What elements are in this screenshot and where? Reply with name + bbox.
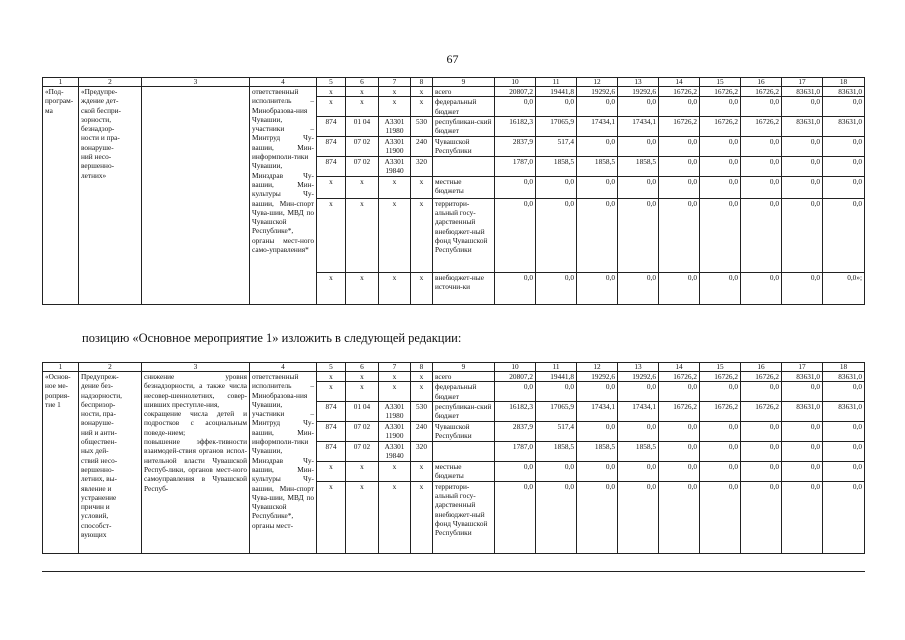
amount-cell: 19441,8 [536, 87, 577, 97]
amount-cell: 16182,3 [495, 401, 536, 421]
column-number: 3 [142, 363, 250, 372]
section-code-cell: 01 04 [346, 401, 379, 421]
column-number: 17 [782, 78, 823, 87]
amount-cell: 0,0 [577, 382, 618, 402]
amount-cell: 0,0 [659, 97, 700, 117]
event-name-cell: Предупреж- дение без- надзорности, беспризор- ности, пра- вонаруше- ний и анти- обществен- ных дей- ствий несо- вершенно- летних, вы- явление и устранение причин и условий, способст- вующих [79, 372, 142, 554]
funding-source-cell [433, 156, 495, 176]
column-number: 5 [317, 78, 346, 87]
amount-cell: 2837,9 [495, 136, 536, 156]
expense-type-cell: x [411, 382, 433, 402]
amount-cell: 0,0 [741, 461, 782, 481]
funding-source-cell: всего [433, 87, 495, 97]
amount-cell: 16726,2 [741, 116, 782, 136]
target-article-cell: А3301 11980 [379, 116, 411, 136]
amount-cell: 2837,9 [495, 421, 536, 441]
amount-cell: 16726,2 [741, 372, 782, 382]
column-number: 4 [250, 363, 317, 372]
amount-cell: 16726,2 [700, 87, 741, 97]
amount-cell: 0,0 [536, 97, 577, 117]
amendment-caption: позицию «Основное мероприятие 1» изложить в следующей редакции: [82, 331, 462, 345]
column-number: 15 [700, 363, 741, 372]
funding-source-cell: федеральный бюджет [433, 382, 495, 402]
expense-type-cell: x [411, 87, 433, 97]
amount-cell: 16726,2 [659, 116, 700, 136]
amount-cell: 1787,0 [495, 156, 536, 176]
amount-cell: 83631,0 [782, 87, 823, 97]
amount-cell: 0,0 [782, 481, 823, 553]
amount-cell: 517,4 [536, 136, 577, 156]
amount-cell: 0,0 [741, 441, 782, 461]
amount-cell: 0,0 [536, 481, 577, 553]
amount-cell: 0,0 [700, 481, 741, 553]
target-article-cell: x [379, 481, 411, 553]
column-number: 14 [659, 363, 700, 372]
amount-cell: 0,0 [659, 441, 700, 461]
column-number: 3 [142, 78, 250, 87]
column-number: 15 [700, 78, 741, 87]
column-number: 11 [536, 363, 577, 372]
amount-cell: 16726,2 [659, 87, 700, 97]
amount-cell: 0,0 [659, 176, 700, 198]
target-article-cell: А3301 11900 [379, 421, 411, 441]
amount-cell: 0,0 [782, 198, 823, 272]
grbs-code-cell: x [317, 461, 346, 481]
expense-type-cell: x [411, 461, 433, 481]
funding-source-cell: республикан-ский бюджет [433, 116, 495, 136]
amount-cell: 0,0 [700, 198, 741, 272]
amount-cell: 16726,2 [741, 401, 782, 421]
column-number: 8 [411, 78, 433, 87]
column-number: 13 [618, 363, 659, 372]
amount-cell: 0,0 [495, 272, 536, 304]
amount-cell: 0,0 [700, 156, 741, 176]
amount-cell: 0,0 [659, 136, 700, 156]
amount-cell: 0,0 [536, 198, 577, 272]
expense-type-cell: x [411, 97, 433, 117]
grbs-code-cell: x [317, 481, 346, 553]
section-code-cell: 07 02 [346, 441, 379, 461]
target-article-cell: x [379, 97, 411, 117]
amount-cell: 0,0 [618, 382, 659, 402]
grbs-code-cell: 874 [317, 116, 346, 136]
amount-cell: 19292,6 [577, 372, 618, 382]
grbs-code-cell: 874 [317, 136, 346, 156]
amount-cell: 0,0 [782, 176, 823, 198]
amount-cell: 0,0 [741, 382, 782, 402]
section-code-cell: x [346, 198, 379, 272]
amount-cell: 0,0 [577, 198, 618, 272]
amount-cell: 0,0 [823, 198, 865, 272]
amount-cell: 0,0 [495, 97, 536, 117]
amount-cell: 0,0 [659, 421, 700, 441]
amount-cell: 0,0 [782, 136, 823, 156]
grbs-code-cell: 874 [317, 401, 346, 421]
amount-cell: 83631,0 [782, 116, 823, 136]
amount-cell: 0,0 [577, 421, 618, 441]
column-number: 10 [495, 363, 536, 372]
expense-type-cell: 320 [411, 441, 433, 461]
column-number: 17 [782, 363, 823, 372]
column-number-row [43, 78, 865, 87]
amount-cell: 17065,9 [536, 401, 577, 421]
section-code-cell: x [346, 461, 379, 481]
amount-cell: 0,0 [618, 136, 659, 156]
table-bottom-border [42, 571, 865, 572]
section-code-cell: 07 02 [346, 136, 379, 156]
amount-cell: 0,0 [659, 461, 700, 481]
target-article-cell: x [379, 198, 411, 272]
grbs-code-cell: 874 [317, 156, 346, 176]
table-row [43, 372, 865, 382]
target-article-cell: x [379, 87, 411, 97]
section-code-cell: x [346, 97, 379, 117]
column-number: 12 [577, 78, 618, 87]
event-type-cell: «Под- програм- ма [43, 87, 79, 305]
amount-cell: 16182,3 [495, 116, 536, 136]
amount-cell: 0,0 [741, 156, 782, 176]
amount-cell: 0,0 [823, 481, 865, 553]
column-number: 9 [433, 363, 495, 372]
expense-type-cell: 240 [411, 421, 433, 441]
amount-cell: 83631,0 [823, 87, 865, 97]
amount-cell: 0,0»; [823, 272, 865, 304]
grbs-code-cell: x [317, 97, 346, 117]
amount-cell: 0,0 [618, 176, 659, 198]
amount-cell: 0,0 [700, 136, 741, 156]
amount-cell: 0,0 [659, 272, 700, 304]
amount-cell: 0,0 [700, 382, 741, 402]
amount-cell: 0,0 [823, 461, 865, 481]
amount-cell: 17434,1 [577, 116, 618, 136]
amount-cell: 0,0 [577, 176, 618, 198]
amount-cell: 0,0 [618, 481, 659, 553]
amount-cell: 19292,6 [577, 87, 618, 97]
amount-cell: 0,0 [536, 272, 577, 304]
amount-cell: 0,0 [700, 176, 741, 198]
section-code-cell: 07 02 [346, 156, 379, 176]
amount-cell: 0,0 [495, 382, 536, 402]
amount-cell: 0,0 [741, 198, 782, 272]
amount-cell: 0,0 [659, 198, 700, 272]
column-number: 14 [659, 78, 700, 87]
amount-cell: 0,0 [618, 97, 659, 117]
amount-cell: 20807,2 [495, 87, 536, 97]
expense-type-cell: 530 [411, 116, 433, 136]
column-number: 4 [250, 78, 317, 87]
section-code-cell: x [346, 481, 379, 553]
amount-cell: 0,0 [782, 441, 823, 461]
column-number-row [43, 363, 865, 372]
amount-cell: 0,0 [741, 272, 782, 304]
grbs-code-cell: x [317, 272, 346, 304]
amount-cell: 0,0 [536, 461, 577, 481]
expense-type-cell: x [411, 176, 433, 198]
column-number: 5 [317, 363, 346, 372]
funding-source-cell: территори-альный госу-дарственный внебюджет-ный фонд Чувашской Республики [433, 198, 495, 272]
amount-cell: 0,0 [700, 461, 741, 481]
column-number: 2 [79, 363, 142, 372]
amount-cell: 0,0 [618, 421, 659, 441]
amount-cell: 0,0 [495, 176, 536, 198]
target-article-cell: x [379, 461, 411, 481]
amount-cell: 17434,1 [577, 401, 618, 421]
amount-cell: 0,0 [700, 272, 741, 304]
expense-type-cell: 320 [411, 156, 433, 176]
amount-cell: 1787,0 [495, 441, 536, 461]
section-code-cell: 07 02 [346, 421, 379, 441]
grbs-code-cell: x [317, 176, 346, 198]
amount-cell: 0,0 [782, 156, 823, 176]
funding-source-cell [433, 441, 495, 461]
amount-cell: 1858,5 [577, 441, 618, 461]
section-code-cell: x [346, 382, 379, 402]
column-number: 10 [495, 78, 536, 87]
amount-cell: 16726,2 [700, 372, 741, 382]
section-code-cell: 01 04 [346, 116, 379, 136]
amount-cell: 0,0 [782, 382, 823, 402]
table-row [43, 87, 865, 97]
amount-cell: 0,0 [741, 97, 782, 117]
amount-cell: 0,0 [495, 461, 536, 481]
funding-source-cell: всего [433, 372, 495, 382]
responsible-executor-cell: ответственный исполнитель – Минобразова-ния Чувашии, участники – Минтруд Чу-вашии, Мин-информполи-тики Чувашии, Минздрав Чу-вашии, Мин-культуры Чу-вашии, Мин-спорт Чува-шии, МВД по Чувашской Республике*, органы мест-ного само-управления* [250, 87, 317, 305]
amount-cell: 83631,0 [823, 372, 865, 382]
amount-cell: 0,0 [577, 481, 618, 553]
expense-type-cell: x [411, 272, 433, 304]
amount-cell: 0,0 [577, 97, 618, 117]
target-article-cell: А3301 19840 [379, 156, 411, 176]
amount-cell: 0,0 [577, 272, 618, 304]
column-number: 7 [379, 78, 411, 87]
funding-source-cell: местные бюджеты [433, 461, 495, 481]
amount-cell: 17434,1 [618, 401, 659, 421]
expense-type-cell: 240 [411, 136, 433, 156]
amount-cell: 0,0 [618, 461, 659, 481]
amount-cell: 0,0 [495, 481, 536, 553]
target-article-cell: x [379, 372, 411, 382]
amount-cell: 0,0 [741, 176, 782, 198]
amount-cell: 0,0 [700, 97, 741, 117]
grbs-code-cell: 874 [317, 441, 346, 461]
target-article-cell: x [379, 382, 411, 402]
amount-cell: 0,0 [700, 421, 741, 441]
grbs-code-cell: x [317, 372, 346, 382]
amount-cell: 83631,0 [823, 401, 865, 421]
column-number: 7 [379, 363, 411, 372]
amount-cell: 0,0 [823, 156, 865, 176]
amount-cell: 0,0 [782, 272, 823, 304]
funding-source-cell: внебюджет-ные источни-ки [433, 272, 495, 304]
column-number: 6 [346, 363, 379, 372]
budget-table-main-activity [42, 362, 865, 554]
event-name-cell: «Предупре- ждение дет- ской беспри- зорности, безнадзор- ности и пра- вонаруше- ний несо- вершенно- летних» [79, 87, 142, 305]
amount-cell: 0,0 [782, 421, 823, 441]
amount-cell: 517,4 [536, 421, 577, 441]
amount-cell: 0,0 [536, 176, 577, 198]
expected-result-cell: снижение уровня безнадзорности, а также числа несовер-шеннолетних, совер-шивших преступле-ния, сокращение числа детей и подростков с асоциальным поведе-нием; повышение эффек-тивности взаимодей-ствия органов испол-нительной власти Чувашской Респуб-лики, органов мест-ного самоуправления в Чувашской Респуб- [142, 372, 250, 554]
funding-source-cell: Чувашской Республики [433, 136, 495, 156]
amount-cell: 0,0 [823, 421, 865, 441]
amount-cell: 0,0 [618, 198, 659, 272]
amount-cell: 0,0 [536, 382, 577, 402]
amount-cell: 1858,5 [577, 156, 618, 176]
column-number: 1 [43, 78, 79, 87]
expense-type-cell: x [411, 481, 433, 553]
amount-cell: 0,0 [495, 198, 536, 272]
column-number: 1 [43, 363, 79, 372]
section-code-cell: x [346, 87, 379, 97]
column-number: 8 [411, 363, 433, 372]
amount-cell: 0,0 [659, 481, 700, 553]
column-number: 16 [741, 363, 782, 372]
amount-cell: 17434,1 [618, 116, 659, 136]
amount-cell: 0,0 [782, 461, 823, 481]
target-article-cell: А3301 11900 [379, 136, 411, 156]
amount-cell: 16726,2 [700, 401, 741, 421]
amount-cell: 16726,2 [700, 116, 741, 136]
amount-cell: 16726,2 [741, 87, 782, 97]
amount-cell: 19292,6 [618, 372, 659, 382]
amount-cell: 0,0 [618, 272, 659, 304]
funding-source-cell: местные бюджеты [433, 176, 495, 198]
column-number: 12 [577, 363, 618, 372]
column-number: 13 [618, 78, 659, 87]
section-code-cell: x [346, 176, 379, 198]
amount-cell: 0,0 [700, 441, 741, 461]
grbs-code-cell: 874 [317, 421, 346, 441]
amount-cell: 20807,2 [495, 372, 536, 382]
column-number: 6 [346, 78, 379, 87]
expense-type-cell: x [411, 372, 433, 382]
column-number: 11 [536, 78, 577, 87]
amount-cell: 1858,5 [536, 156, 577, 176]
event-type-cell: «Основ- ное ме- роприя- тие 1 [43, 372, 79, 554]
column-number: 2 [79, 78, 142, 87]
column-number: 18 [823, 78, 865, 87]
amount-cell: 0,0 [782, 97, 823, 117]
funding-source-cell: федеральный бюджет [433, 97, 495, 117]
grbs-code-cell: x [317, 382, 346, 402]
amount-cell: 19441,8 [536, 372, 577, 382]
funding-source-cell: республикан-ский бюджет [433, 401, 495, 421]
grbs-code-cell: x [317, 87, 346, 97]
funding-source-cell: Чувашской Республики [433, 421, 495, 441]
amount-cell: 19292,6 [618, 87, 659, 97]
column-number: 16 [741, 78, 782, 87]
amount-cell: 0,0 [823, 441, 865, 461]
amount-cell: 0,0 [741, 421, 782, 441]
responsible-executor-cell: ответственный исполнитель – Минобразова-ния Чувашии, участники – Минтруд Чу-вашии, Мин-информполи-тики Чувашии, Минздрав Чу-вашии, Мин-культуры Чу-вашии, Мин-спорт Чува-шии, МВД по Чувашской Республике*, органы мест- [250, 372, 317, 554]
amount-cell: 83631,0 [823, 116, 865, 136]
amount-cell: 0,0 [577, 461, 618, 481]
amount-cell: 0,0 [577, 136, 618, 156]
expense-type-cell: 530 [411, 401, 433, 421]
amount-cell: 0,0 [659, 156, 700, 176]
amount-cell: 1858,5 [618, 156, 659, 176]
amount-cell: 0,0 [741, 481, 782, 553]
funding-source-cell: территори-альный госу-дарственный внебюджет-ный фонд Чувашской Республики [433, 481, 495, 553]
amount-cell: 0,0 [823, 97, 865, 117]
target-article-cell: x [379, 272, 411, 304]
target-article-cell: А3301 11980 [379, 401, 411, 421]
column-number: 9 [433, 78, 495, 87]
amount-cell: 17065,9 [536, 116, 577, 136]
amount-cell: 16726,2 [659, 372, 700, 382]
amount-cell: 1858,5 [536, 441, 577, 461]
page-number: 67 [446, 52, 459, 66]
expected-result-cell [142, 87, 250, 305]
grbs-code-cell: x [317, 198, 346, 272]
budget-table-subprogram [42, 77, 865, 305]
amount-cell: 0,0 [741, 136, 782, 156]
amount-cell: 0,0 [823, 382, 865, 402]
column-number: 18 [823, 363, 865, 372]
target-article-cell: x [379, 176, 411, 198]
amount-cell: 0,0 [659, 382, 700, 402]
amount-cell: 0,0 [823, 136, 865, 156]
amount-cell: 16726,2 [659, 401, 700, 421]
amount-cell: 0,0 [823, 176, 865, 198]
target-article-cell: А3301 19840 [379, 441, 411, 461]
section-code-cell: x [346, 372, 379, 382]
expense-type-cell: x [411, 198, 433, 272]
amount-cell: 83631,0 [782, 401, 823, 421]
amount-cell: 83631,0 [782, 372, 823, 382]
amount-cell: 1858,5 [618, 441, 659, 461]
section-code-cell: x [346, 272, 379, 304]
